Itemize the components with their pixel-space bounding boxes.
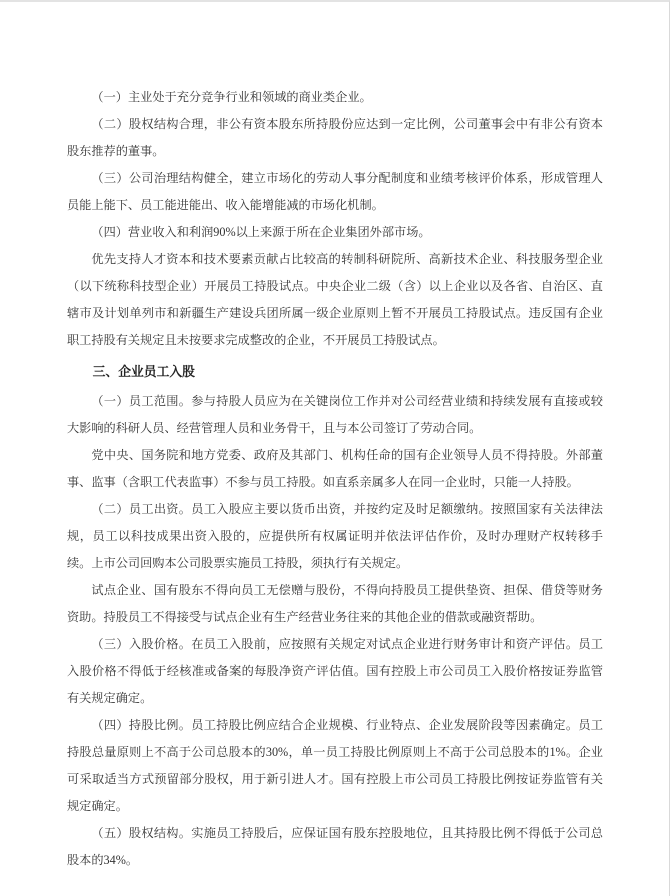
paragraph-employee-contribution: （二）员工出资。员工入股应主要以货币出资，并按约定及时足额缴纳。按照国家有关法律法规，员工以科技成果出资入股的，应提供所有权属证明并依法评估作价，及时办理财产权转移手续。上市公司回购本公司股票实施员工持股，须执行有关规定。 [67,502,603,570]
document-body [0,2,669,874]
paragraph-employee-scope: （一）员工范围。参与持股人员应为在关键岗位工作并对公司经营业绩和持续发展有直接或较大影响的科研人员、经营管理人员和业务骨干，且与本公司签订了劳动合同。 [67,394,603,435]
section-heading-employee-investment: 三、企业员工入股 [92,364,195,379]
paragraph-leader-restrictions: 党中央、国务院和地方党委、政府及其部门、机构任命的国有企业领导人员不得持股。外部董事、监事（含职工代表监事）不参与员工持股。如直系亲属多人在同一企业时，只能一人持股。 [67,448,603,489]
paragraph-equity-structure: （五）股权结构。实施员工持股后，应保证国有股东控股地位，且其持股比例不得低于公司总股本的34%。 [67,826,603,867]
paragraph-item-4: （四）营业收入和利润90%以上来源于所在企业集团外部市场。 [91,225,431,239]
paragraph-no-financial-assist: 试点企业、国有股东不得向员工无偿赠与股份，不得向持股员工提供垫资、担保、借贷等财务资助。持股员工不得接受与试点企业有生产经营业务往来的其他企业的借款或融资帮助。 [67,583,603,624]
paragraph-share-price: （三）入股价格。在员工入股前，应按照有关规定对试点企业进行财务审计和资产评估。员工入股价格不得低于经核准或备案的每股净资产评估值。国有控股上市公司员工入股价格按证券监管有关规定确定。 [67,637,603,705]
paragraph-shareholding-ratio: （四）持股比例。员工持股比例应结合企业规模、行业特点、企业发展阶段等因素确定。员工持股总量原则上不高于公司总股本的30%，单一员工持股比例原则上不高于公司总股本的1%。企业可采取适当方式预留部分股权，用于新引进人才。国有控股上市公司员工持股比例按证券监管有关规定确定。 [67,718,603,813]
paragraph-item-3: （三）公司治理结构健全，建立市场化的劳动人事分配制度和业绩考核评价体系，形成管理人员能上能下、员工能进能出、收入能增能减的市场化机制。 [67,171,603,212]
paragraph-priority-support: 优先支持人才资本和技术要素贡献占比较高的转制科研院所、高新技术企业、科技服务型企业（以下统称科技型企业）开展员工持股试点。中央企业二级（含）以上企业以及各省、自治区、直辖市及计划单列市和新疆生产建设兵团所属一级企业原则上暂不开展员工持股试点。违反国有企业职工持股有关规定且未按要求完成整改的企业，不开展员工持股试点。 [67,252,603,347]
paragraph-item-1: （一）主业处于充分竞争行业和领域的商业类企业。 [91,90,372,104]
paragraph-item-2: （二）股权结构合理，非公有资本股东所持股份应达到一定比例，公司董事会中有非公有资本股东推荐的董事。 [67,117,603,158]
